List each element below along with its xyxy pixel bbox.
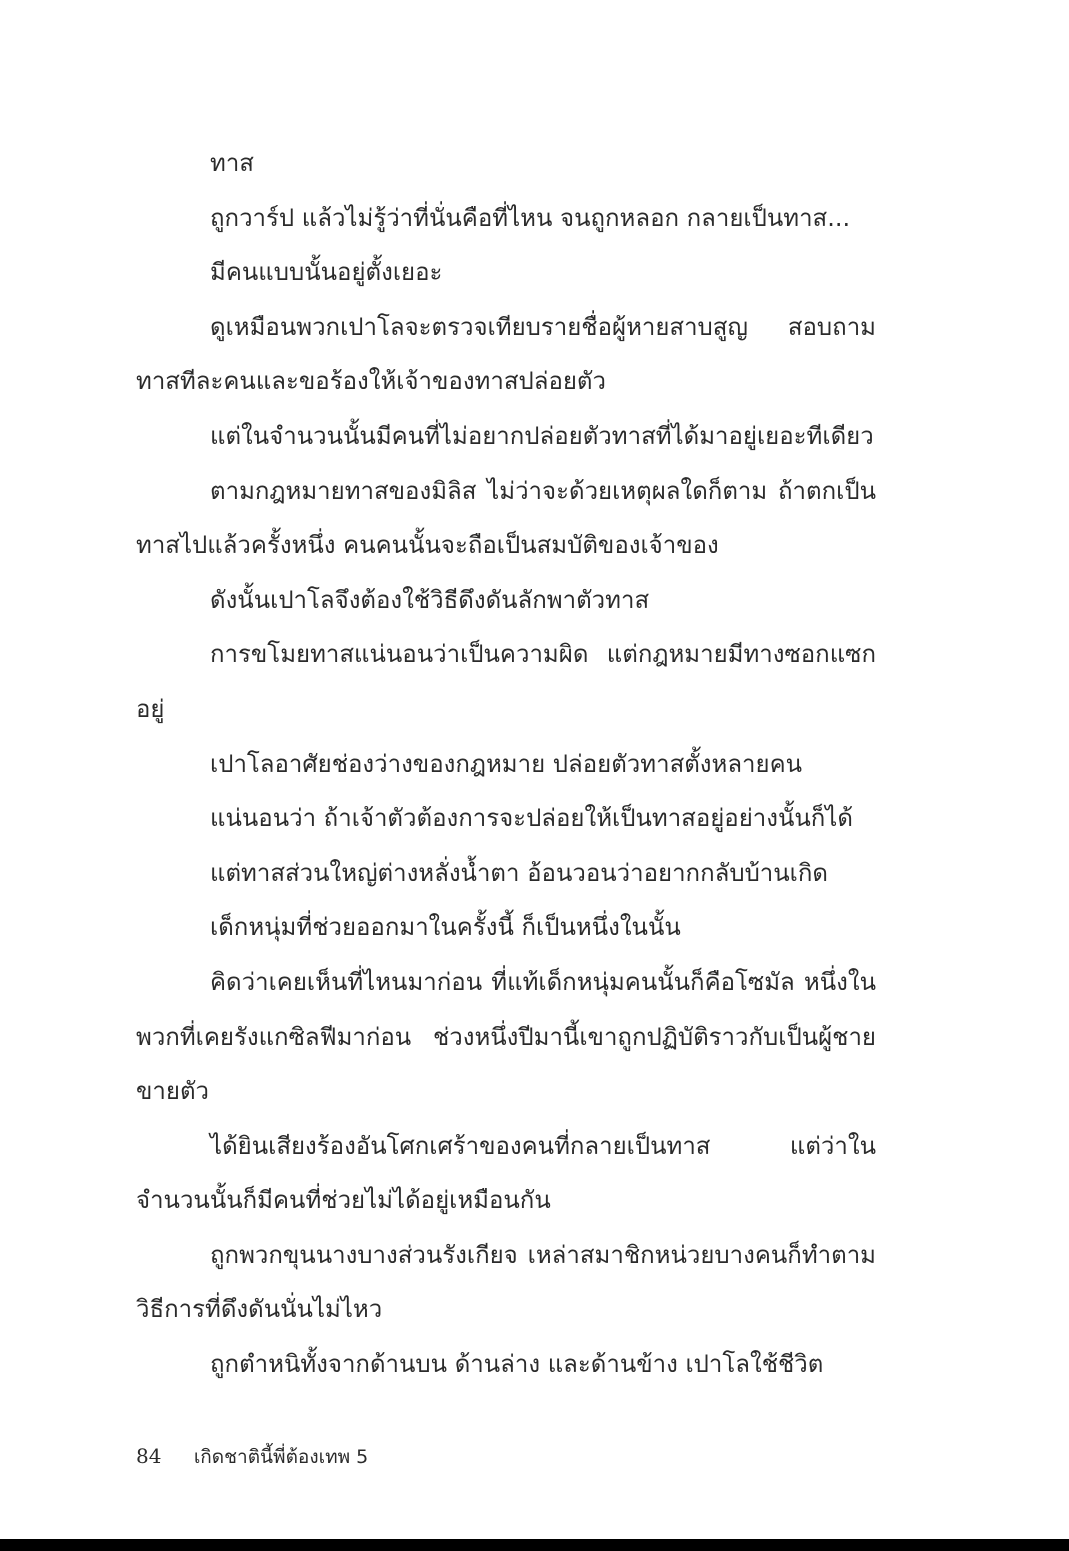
paragraph: ทาส [210,149,254,177]
paragraph: ถูกตำหนิทั้งจากด้านบน ด้านล่าง และด้านข้าง เปาโลใช้ชีวิต [210,1350,824,1379]
paragraph: ดูเหมือนพวกเปาโลจะตรวจเทียบรายชื่อผู้หายสาบสูญ สอบถามทาสทีละคนและขอร้องให้เจ้าของทาสปล่อยตัว [136,312,876,396]
page-footer [136,1441,368,1471]
paragraph: การขโมยทาสแน่นอนว่าเป็นความผิด แต่กฎหมายมีทางซอกแซกอยู่ [136,640,876,723]
page-number: 84 [136,1444,162,1468]
running-title: เกิดชาตินี้พี่ต้องเทพ 5 [193,1446,369,1468]
paragraph: คิดว่าเคยเห็นที่ไหนมาก่อน ที่แท้เด็กหนุ่มคนนั้นก็คือโซมัล หนึ่งในพวกที่เคยรังแกซิลฟีมาก่อน ช่วงหนึ่งปีมานี้เขาถูกปฏิบัติราวกับเป็นผู้ชายขายตัว [136,967,876,1106]
scan-bottom-border [0,1539,1069,1551]
paragraph: แน่นอนว่า ถ้าเจ้าตัวต้องการจะปล่อยให้เป็นทาสอยู่อย่างนั้นก็ได้ [210,804,853,833]
paragraph: ถูกพวกขุนนางบางส่วนรังเกียจ เหล่าสมาชิกหน่วยบางคนก็ทำตามวิธีการที่ดึงดันนั่นไม่ไหว [136,1240,876,1324]
paragraph: แต่ทาสส่วนใหญ่ต่างหลั่งน้ำตา อ้อนวอนว่าอยากกลับบ้านเกิด [210,858,828,887]
page-body [136,136,876,1392]
paragraph: เปาโลอาศัยช่องว่างของกฎหมาย ปล่อยตัวทาสตั้งหลายคน [210,749,803,778]
paragraph: แต่ในจำนวนนั้นมีคนที่ไม่อยากปล่อยตัวทาสที่ได้มาอยู่เยอะทีเดียว [210,421,874,450]
paragraph: ถูกวาร์ป แล้วไม่รู้ว่าที่นั่นคือที่ไหน จนถูกหลอก กลายเป็นทาส... [210,203,851,232]
paragraph: ได้ยินเสียงร้องอันโศกเศร้าของคนที่กลายเป็นทาส แต่ว่าในจำนวนนั้นก็มีคนที่ช่วยไม่ได้อยู่เหมือนกัน [136,1131,876,1215]
paragraph: มีคนแบบนั้นอยู่ตั้งเยอะ [210,258,443,287]
paragraph: เด็กหนุ่มที่ช่วยออกมาในครั้งนี้ ก็เป็นหนึ่งในนั้น [210,913,681,942]
paragraph: ตามกฎหมายทาสของมิลิส ไม่ว่าจะด้วยเหตุผลใดก็ตาม ถ้าตกเป็นทาสไปแล้วครั้งหนึ่ง คนคนนั้นจะถือเป็นสมบัติของเจ้าของ [136,476,876,560]
paragraph: ดังนั้นเปาโลจึงต้องใช้วิธีดึงดันลักพาตัวทาส [210,585,650,614]
